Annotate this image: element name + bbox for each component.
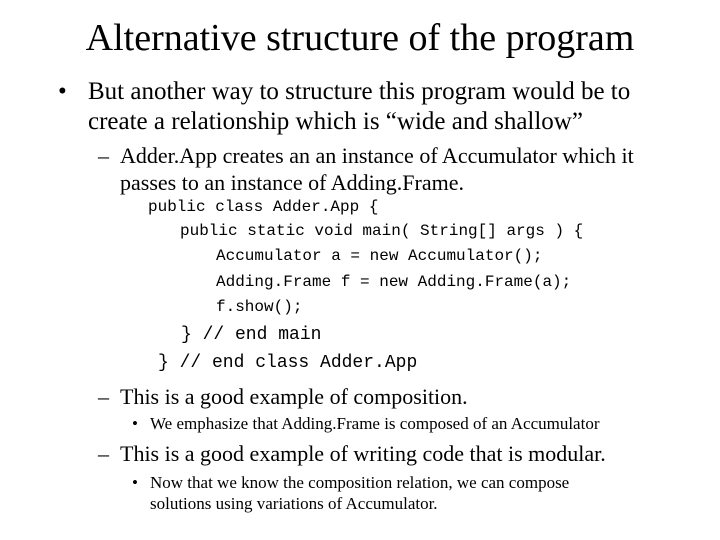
code-line-5: f.show();: [216, 298, 303, 316]
code-line-3: Accumulator a = new Accumulator();: [216, 247, 543, 265]
detail-bullet-text-line-2: solutions using variations of Accumulator.: [150, 494, 438, 513]
detail-bullet-marker: •: [132, 414, 138, 433]
code-line-1: public class Adder.App {: [148, 198, 379, 216]
sub-bullet-text-line-1: Adder.App creates an an instance of Accumulator which it: [120, 143, 634, 168]
code-line-4: Adding.Frame f = new Adding.Frame(a);: [216, 273, 572, 291]
sub-bullet-marker: –: [98, 143, 109, 168]
bullet-text-line-2: create a relationship which is “wide and shallow”: [88, 108, 583, 135]
detail-bullet-text-line-1: Now that we know the composition relation, we can compose: [150, 473, 570, 492]
sub-bullet-text-line-2: passes to an instance of Adding.Frame.: [120, 170, 464, 195]
sub-bullet-marker: –: [98, 384, 109, 409]
detail-bullet-text: We emphasize that Adding.Frame is composed of an Accumulator: [150, 414, 600, 433]
sub-bullet-text: This is a good example of composition.: [120, 384, 468, 409]
sub-bullet-marker: –: [98, 441, 109, 466]
detail-bullet-marker: •: [132, 473, 138, 492]
slide-title: Alternative structure of the program: [85, 17, 635, 59]
code-line-7: } // end class Adder.App: [158, 353, 418, 373]
code-line-2: public static void main( String[] args ) {: [180, 222, 584, 240]
sub-bullet-text: This is a good example of writing code that is modular.: [120, 441, 606, 466]
bullet-marker: •: [58, 78, 67, 105]
code-line-6: } // end main: [181, 325, 322, 345]
bullet-text-line-1: But another way to structure this program would be to: [88, 78, 631, 105]
